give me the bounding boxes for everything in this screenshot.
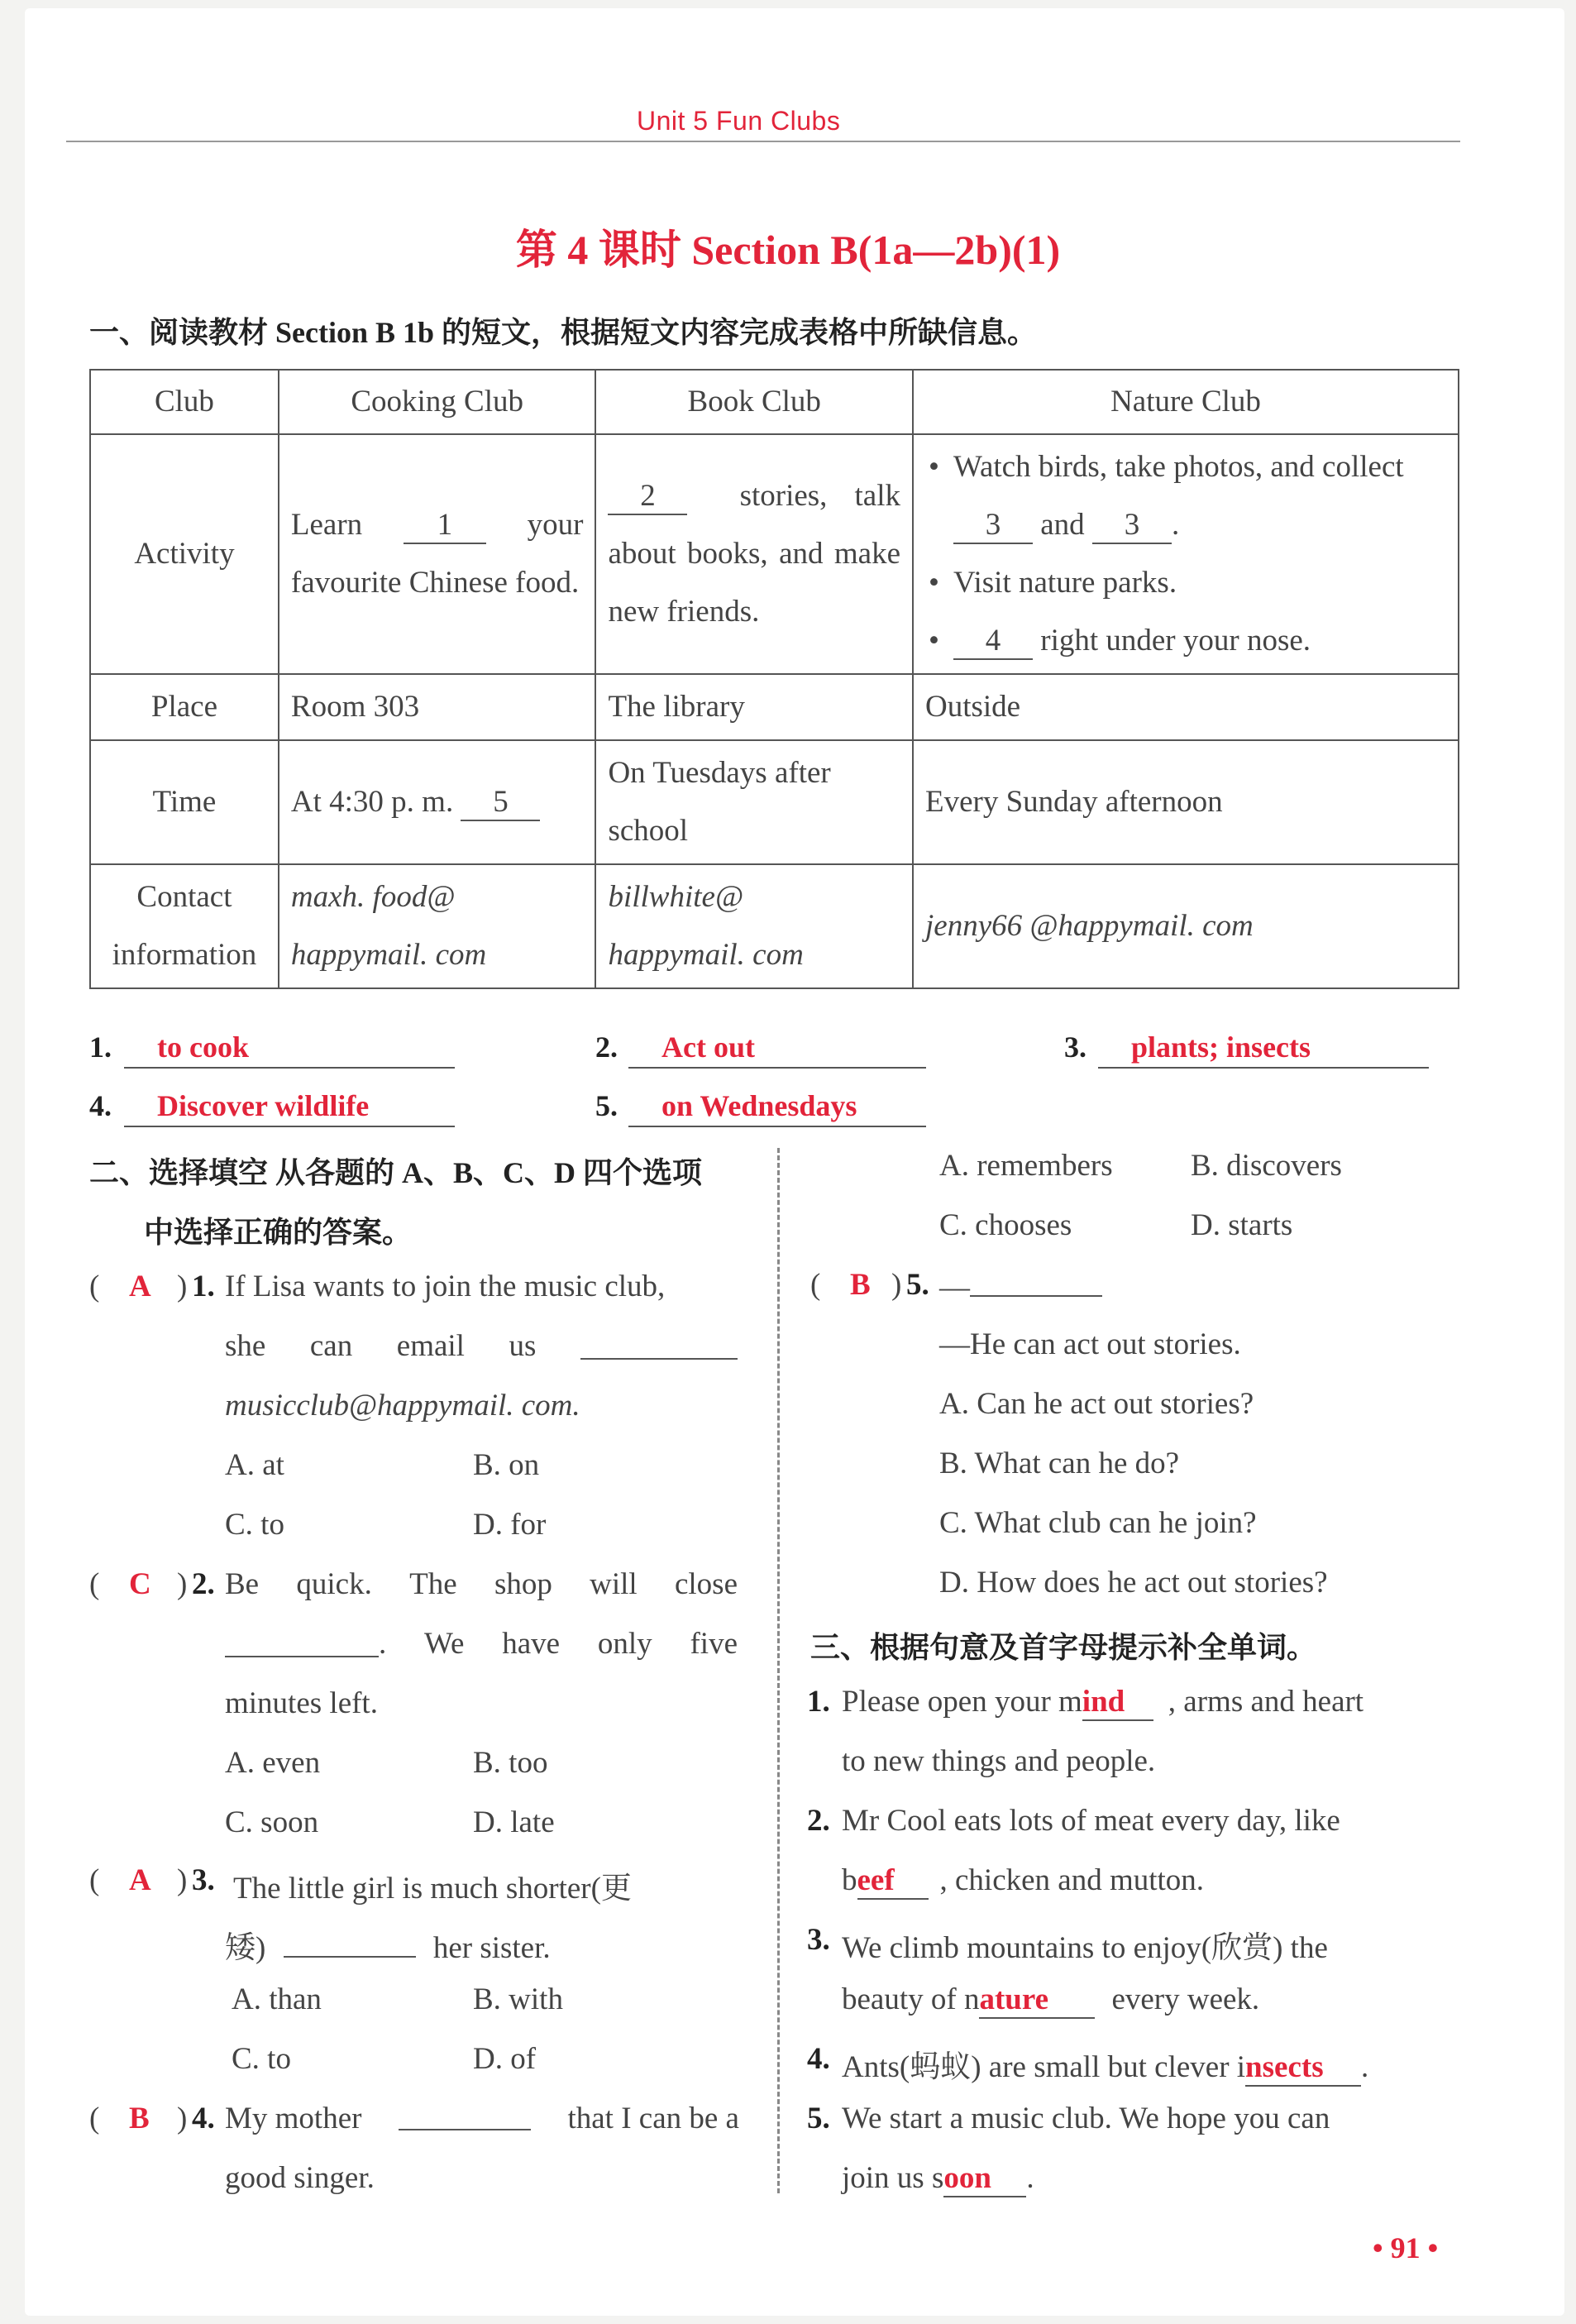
q2-word: will [590,1567,638,1601]
table-header-row [90,370,1459,434]
q2-option-c: C. soon [225,1805,319,1839]
cooking-email-line2: happymail. com [290,938,487,972]
q3-option-d: D. of [473,2042,537,2076]
q2-word: . [379,1627,387,1661]
cell-cooking-place: Room 303 [279,674,596,740]
cell-nature-activity [913,434,1459,674]
fill3-answer: ature [979,1982,1095,2019]
answer-1: to cook [157,1030,249,1064]
q5-choice: B [850,1268,871,1302]
q4-line1-before: My mother [225,2102,362,2135]
answer-3: plants; insects [1131,1030,1311,1064]
q1-option-c: C. to [225,1508,284,1542]
q2-line2 [225,1626,738,1662]
q2-choice: C [129,1567,151,1601]
q1-word: she [225,1329,266,1363]
answer-line-2 [628,1067,926,1069]
q3-blank [284,1928,416,1958]
fill-item-1-line1 [842,1684,1460,1721]
q5-option-b: B. What can he do? [939,1447,1180,1480]
q3-number: 3. [192,1863,215,1897]
q4-option-a: A. remembers [939,1149,1113,1183]
blank-3b: 3 [1092,509,1172,544]
q5-dash: — [939,1270,970,1304]
q4-line1-after: that I can be a [567,2102,739,2135]
q1-word: us [509,1329,537,1363]
cell-cooking-time [279,740,596,864]
fill-item-3-line1: We climb mountains to enjoy(欣赏) the [842,1931,1328,1965]
fill-item-4-line1 [842,2041,1368,2087]
fill4-after: . [1361,2050,1369,2084]
header-divider [66,141,1460,142]
lesson-title: 第 4 课时 Section B(1a—2b)(1) [515,227,1061,273]
row-label-place: Place [90,674,279,740]
cooking-activity-before: Learn [290,508,363,542]
q4-option-c: C. chooses [939,1208,1072,1242]
fill5-after: . [1026,2161,1034,2195]
q3-line2-before: 矮) [225,1931,266,1965]
fill3-after: every week. [1111,1982,1260,2016]
q4-option-d: D. starts [1191,1208,1293,1242]
q5-blank [970,1267,1102,1297]
fill-item-3-line2 [842,1982,1259,2019]
blank-3a: 3 [953,509,1033,544]
fill1-after: , arms and heart [1168,1685,1364,1719]
q4-paren-close: ) [177,2102,188,2135]
q2-word: We [424,1627,465,1661]
answer-num-2: 2. [595,1030,618,1064]
cell-book-contact [595,864,913,988]
answer-line-1 [124,1067,455,1069]
part1-heading: 一、阅读教材 Section B 1b 的短文，根据短文内容完成表格中所缺信息。 [89,316,1038,349]
table-row-place [90,674,1459,740]
answer-num-1: 1. [89,1030,112,1064]
fill1-answer: ind [1082,1684,1153,1721]
q3-option-c: C. to [232,2042,291,2076]
part3-heading: 三、根据句意及首字母提示补全单词。 [810,1631,1317,1664]
book-email-line2: happymail. com [608,938,804,972]
answer-line-4 [124,1126,455,1127]
q5-paren-close: ) [891,1268,902,1302]
fill4-answer: nsects [1245,2049,1361,2087]
q3-paren-open: ( [89,1863,100,1897]
answer-line-5 [628,1126,926,1127]
cell-book-activity [595,434,913,674]
answer-5: on Wednesdays [661,1089,857,1122]
q2-word: have [502,1627,561,1661]
fill5-before: join us s [842,2161,944,2195]
q5-option-d: D. How does he act out stories? [939,1566,1328,1600]
cell-book-place: The library [595,674,913,740]
q2-line3: minutes left. [225,1686,378,1720]
part2-heading-line1: 二、选择填空 从各题的 A、B、C、D 四个选项 [89,1156,703,1189]
table-row-contact [90,864,1459,988]
answer-line-3 [1098,1067,1429,1069]
fill1-before: Please open your m [842,1685,1082,1719]
fill-num-3: 3. [807,1923,830,1957]
blank-5: 5 [461,786,540,821]
nature-item1-and: and [1040,508,1085,542]
q1-number: 1. [192,1270,215,1303]
q2-word: only [597,1627,652,1661]
q2-number: 2. [192,1567,215,1601]
row-label-activity: Activity [90,434,279,674]
fill2-answer: eef [857,1863,929,1900]
q5-paren-open: ( [810,1268,821,1302]
q2-word: close [674,1567,738,1601]
q2-blank [225,1626,379,1657]
fill-item-2-line1: Mr Cool eats lots of meat every day, like [842,1804,1340,1838]
q4-blank [399,2101,531,2130]
fill-num-5: 5. [807,2102,830,2135]
q1-option-b: B. on [473,1448,540,1482]
cooking-email-line1: maxh. food@ [290,880,456,914]
q4-option-b: B. discovers [1191,1149,1342,1183]
fill-item-1-line2: to new things and people. [842,1744,1156,1778]
blank-4: 4 [953,624,1033,660]
q1-choice: A [129,1270,151,1303]
cell-nature-contact: jenny66 @happymail. com [913,864,1459,988]
q2-line1 [225,1566,738,1602]
q1-line2 [225,1328,738,1364]
q1-option-d: D. for [473,1508,547,1542]
q2-word: The [409,1567,457,1601]
cell-cooking-contact [279,864,596,988]
q3-line1: The little girl is much shorter(更 [233,1872,632,1906]
cell-cooking-activity [279,434,596,674]
fill-num-2: 2. [807,1804,830,1838]
q5-option-a: A. Can he act out stories? [939,1387,1254,1421]
q4-choice: B [129,2102,150,2135]
fill2-before: b [842,1863,857,1897]
nature-item3-text: right under your nose. [1040,624,1311,658]
part2-heading-line2: 中选择正确的答案。 [144,1216,413,1249]
q2-paren-close: ) [177,1567,188,1601]
q4-line2: good singer. [225,2161,375,2195]
cooking-time-text: At 4:30 p. m. [290,785,454,819]
page-number: • 91 • [1373,2231,1439,2264]
q2-word: quick. [296,1567,372,1601]
q1-line1: If Lisa wants to join the music club, [225,1270,666,1303]
q5-number: 5. [906,1268,929,1302]
q3-line2-after: her sister. [432,1931,551,1965]
blank-1: 1 [404,509,486,544]
answer-4: Discover wildlife [157,1089,370,1122]
q1-paren-open: ( [89,1270,100,1303]
q3-paren-close: ) [177,1863,188,1897]
book-activity-after: stories, talk about books, and make new friends. [608,479,900,629]
row-label-time: Time [90,740,279,864]
q2-option-b: B. too [473,1746,548,1780]
header-cooking-club: Cooking Club [279,370,596,434]
fill-num-1: 1. [807,1685,830,1719]
q3-line2 [225,1922,551,1967]
table-row-time [90,740,1459,864]
fill5-answer: oon [943,2160,1026,2197]
q1-paren-close: ) [177,1270,188,1303]
q2-word: shop [494,1567,552,1601]
fill3-before: beauty of n [842,1982,980,2016]
table-row-activity [90,434,1459,674]
header-book-club: Book Club [595,370,913,434]
q2-word: five [690,1627,738,1661]
clubs-table [89,369,1459,989]
q1-blank [580,1328,738,1360]
header-nature-club: Nature Club [913,370,1459,434]
answer-num-5: 5. [595,1089,618,1122]
q5-option-c: C. What club can he join? [939,1506,1257,1540]
nature-activity-item-1 [925,438,1446,554]
fill-num-4: 4. [807,2042,830,2076]
column-divider [777,1148,780,2193]
answer-num-4: 4. [89,1089,112,1122]
book-email-line1: billwhite@ [608,880,743,914]
blank-2: 2 [608,480,687,515]
cell-nature-place: Outside [913,674,1459,740]
header-club: Club [90,370,279,434]
q4-number: 4. [192,2102,215,2135]
cell-book-time: On Tuesdays after school [595,740,913,864]
q3-option-b: B. with [473,1982,563,2016]
q5-line1 [939,1267,1102,1305]
q1-word: can [309,1329,353,1363]
contact-label-line1: Contact [136,880,232,914]
q3-choice: A [129,1863,151,1897]
nature-item1-text: Watch birds, take photos, and collect [953,450,1404,484]
answer-num-3: 3. [1064,1030,1086,1064]
q1-option-a: A. at [225,1448,284,1482]
nature-activity-item-3 [925,612,1446,670]
cooking-activity-after: your favourite Chinese food. [290,508,584,600]
row-label-contact [90,864,279,988]
q1-line3: musicclub@happymail. com. [225,1389,580,1423]
q4-paren-open: ( [89,2102,100,2135]
q3-option-a: A. than [232,1982,322,2016]
q2-word: Be [225,1567,260,1601]
cell-nature-time: Every Sunday afternoon [913,740,1459,864]
q2-option-d: D. late [473,1805,555,1839]
nature-item1-end: . [1171,508,1180,542]
q1-word: email [396,1329,465,1363]
nature-activity-item-2: • Visit nature parks. [925,554,1446,612]
q2-paren-open: ( [89,1567,100,1601]
q4-line1 [225,2101,739,2136]
fill2-after: , chicken and mutton. [939,1863,1205,1897]
contact-label-line2: information [112,938,257,972]
fill-item-5-line1: We start a music club. We hope you can [842,2102,1330,2135]
fill-item-2-line2 [842,1863,1204,1900]
unit-header: Unit 5 Fun Clubs [637,106,841,136]
fill4-before: Ants(蚂蚁) are small but clever i [842,2050,1246,2084]
answer-2: Act out [661,1030,755,1064]
q5-line2: —He can act out stories. [939,1327,1241,1361]
q2-option-a: A. even [225,1746,321,1780]
fill-item-5-line2 [842,2160,1034,2197]
